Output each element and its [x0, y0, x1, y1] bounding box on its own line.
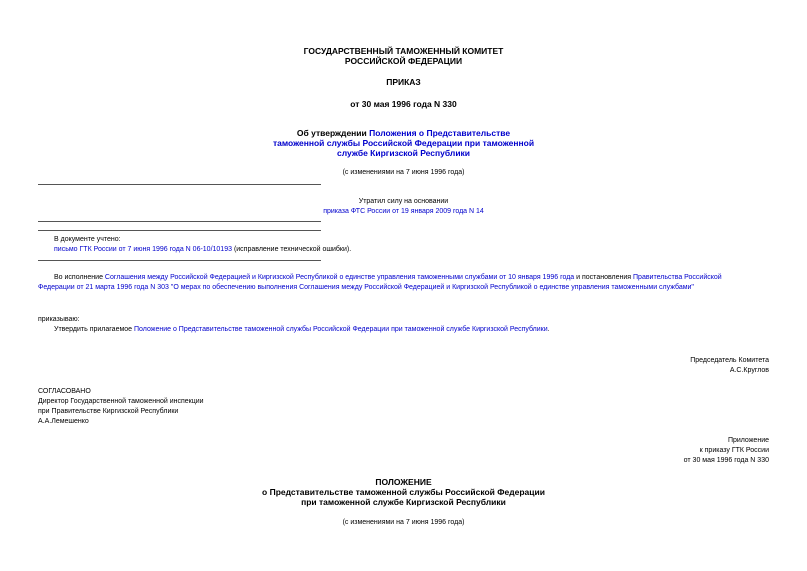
- signature-position: Председатель Комитета: [690, 357, 769, 364]
- title-link-part3[interactable]: службе Киргизской Республики: [336, 148, 471, 158]
- taken-into-account-line: [54, 245, 351, 255]
- regulation-link[interactable]: Положение о Представительстве таможенной службы Российской Федерации при таможенной службе Киргизской Республики: [134, 326, 548, 333]
- preamble-line1: [54, 273, 768, 283]
- signature-name: А.С.Круглов: [729, 367, 769, 374]
- divider: [38, 184, 321, 185]
- regulation-edition-note: (с изменениями на 7 июня 1996 года): [342, 519, 465, 526]
- preamble-text-2: и постановления: [574, 274, 634, 281]
- order-text: [54, 325, 550, 335]
- org-name-line2: РОССИЙСКОЙ ФЕДЕРАЦИИ: [344, 56, 463, 66]
- status-line: Утратил силу на основании: [358, 198, 449, 205]
- doc-date-number: от 30 мая 1996 года N 330: [350, 99, 457, 109]
- government-decree-link-part2[interactable]: Федерации от 21 марта 1996 года N 303 "О мерах по обеспечению выполнения Соглашения между Российской Федерацией и Киргизской Республикой о единстве управления таможенными службами": [38, 284, 694, 291]
- agreement-link[interactable]: Соглашения между Российской Федерацией и Киргизской Республикой о единстве управления таможенными службами от 10 января 1996 года: [104, 274, 575, 281]
- taken-into-account-label: В документе учтено:: [54, 236, 121, 243]
- title-link-part2[interactable]: таможенной службы Российской Федерации при таможенной: [272, 138, 535, 148]
- regulation-subtitle-line2: при таможенной службе Киргизской Республики: [301, 497, 506, 507]
- amendment-letter-link[interactable]: письмо ГТК России от 7 июня 1996 года N 06-10/10193: [54, 246, 232, 253]
- appendix-line2: к приказу ГТК России: [699, 447, 769, 454]
- agreed-label: СОГЛАСОВАНО: [38, 388, 91, 395]
- order-verb: приказываю:: [38, 316, 80, 323]
- divider: [38, 230, 321, 231]
- edition-note: (с изменениями на 7 июня 1996 года): [342, 169, 465, 176]
- government-decree-link-part1[interactable]: Правительства Российской: [633, 274, 722, 281]
- title-link-part1[interactable]: Положения о Представительстве: [369, 128, 511, 138]
- order-prefix: Утвердить прилагаемое: [54, 326, 135, 333]
- doc-title-line1: [0, 128, 807, 138]
- org-name-line1: ГОСУДАРСТВЕННЫЙ ТАМОЖЕННЫЙ КОМИТЕТ: [303, 46, 504, 56]
- regulation-subtitle-line1: о Представительстве таможенной службы Российской Федерации: [262, 487, 545, 497]
- status-link[interactable]: приказа ФТС России от 19 января 2009 года N 14: [323, 208, 484, 215]
- title-prefix: Об утверждении: [296, 128, 370, 138]
- doc-type: ПРИКАЗ: [386, 77, 421, 87]
- divider: [38, 260, 321, 261]
- order-suffix: .: [547, 326, 550, 333]
- appendix-line1: Приложение: [727, 437, 769, 444]
- amendment-suffix: (исправление технической ошибки).: [232, 246, 352, 253]
- agreed-line2: при Правительстве Киргизской Республики: [38, 408, 179, 415]
- divider: [38, 221, 321, 222]
- regulation-title: ПОЛОЖЕНИЕ: [375, 477, 432, 487]
- preamble-text: Во исполнение: [54, 274, 105, 281]
- agreed-line1: Директор Государственной таможенной инспекции: [38, 398, 204, 405]
- appendix-line3: от 30 мая 1996 года N 330: [683, 457, 769, 464]
- agreed-name: А.А.Лемешенко: [38, 418, 89, 425]
